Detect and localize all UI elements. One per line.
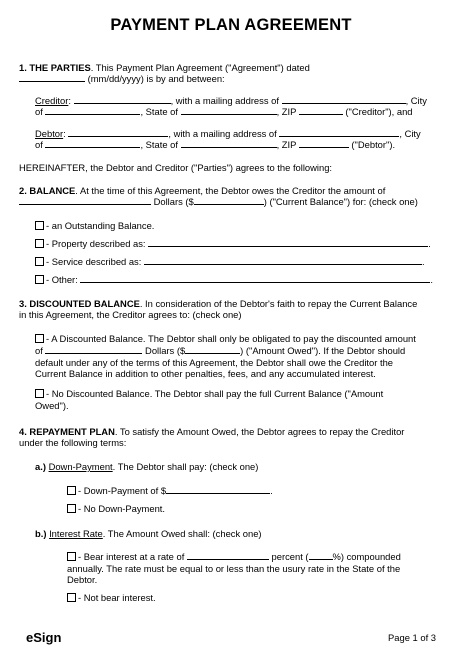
debtor-address-field[interactable] (279, 128, 399, 137)
balance-option-outstanding: - an Outstanding Balance. (35, 220, 154, 231)
interest-rate-words-field[interactable] (187, 551, 269, 560)
creditor-state-field[interactable] (181, 106, 277, 115)
balance-amount-field[interactable] (194, 196, 264, 205)
no-interest-checkbox[interactable] (67, 593, 76, 602)
down-payment-amount-field[interactable] (166, 485, 270, 494)
discounted-option-2-line-2: Owed"). (35, 400, 69, 411)
discounted-option-1-line-1: - A Discounted Balance. The Debtor shall only be obligated to pay the discounted amount (35, 333, 416, 344)
debtor-state-field[interactable] (181, 139, 277, 148)
balance-line-2: Dollars ($ ) ("Current Balance") for: (check one) (19, 196, 418, 207)
hereinafter-text: HEREINAFTER, the Debtor and Creditor ("Parties") agrees to the following: (19, 162, 333, 173)
creditor-name-field[interactable] (74, 95, 171, 104)
no-down-payment-checkbox[interactable] (67, 504, 76, 513)
document-title: PAYMENT PLAN AGREEMENT (110, 16, 352, 34)
property-description-field[interactable] (148, 238, 428, 247)
debtor-label: Debtor (35, 128, 64, 139)
balance-amount-words-field[interactable] (19, 196, 151, 205)
balance-line-1: 2. BALANCE. At the time of this Agreement, the Debtor owes the Creditor the amount of (19, 185, 386, 196)
balance-heading: 2. BALANCE (19, 185, 76, 196)
creditor-address-field[interactable] (282, 95, 406, 104)
repayment-line-2: under the following terms: (19, 437, 127, 448)
discounted-option-1-line-2: of Dollars ($ ) ("Amount Owed"). If the Debtor should (35, 345, 406, 356)
interest-option-2: - Not bear interest. (67, 592, 156, 603)
discounted-amount-field[interactable] (185, 345, 240, 354)
parties-heading: 1. THE PARTIES (19, 62, 91, 73)
down-payment-checkbox[interactable] (67, 486, 76, 495)
debtor-zip-field[interactable] (299, 139, 349, 148)
parties-line-1: 1. THE PARTIES. This Payment Plan Agreement ("Agreement") dated (19, 62, 310, 73)
discounted-line-2: in this Agreement, the Creditor agrees to: (check one) (19, 309, 242, 320)
esign-logo: eSign (26, 630, 62, 645)
down-payment-title: Down-Payment (48, 461, 113, 472)
debtor-line-2: of , State of , ZIP ("Debtor"). (35, 139, 396, 150)
creditor-line-2: of , State of , ZIP ("Creditor"), and (35, 106, 413, 117)
down-payment-option-2: - No Down-Payment. (67, 503, 165, 514)
balance-option-property: - Property described as: . (35, 238, 431, 249)
debtor-name-field[interactable] (68, 128, 168, 137)
service-checkbox[interactable] (35, 257, 44, 266)
creditor-line-1: Creditor: , with a mailing address of , City (35, 95, 427, 106)
creditor-city-field[interactable] (45, 106, 140, 115)
bear-interest-checkbox[interactable] (67, 552, 76, 561)
interest-option-1-line-3: Debtor. (67, 574, 98, 585)
interest-rate-title: Interest Rate (49, 528, 103, 539)
repayment-line-1: 4. REPAYMENT PLAN. To satisfy the Amount Owed, the Debtor agrees to repay the Creditor (19, 426, 405, 437)
balance-option-other: - Other: . (35, 274, 433, 285)
interest-rate-field[interactable] (309, 551, 333, 560)
discounted-line-1: 3. DISCOUNTED BALANCE. In consideration of the Debtor's faith to repay the Current Balance (19, 298, 418, 309)
discounted-option-1-line-4: Current Balance in addition to other penalties, fees, and any accumulated interest. (35, 368, 376, 379)
agreement-date-field[interactable] (19, 73, 85, 82)
discounted-heading: 3. DISCOUNTED BALANCE (19, 298, 140, 309)
down-payment-option-1: - Down-Payment of $ . (67, 485, 273, 496)
discounted-option-1-line-3: default under any of the terms of this Agreement, the Debtor shall owe the Creditor the (35, 357, 394, 368)
no-discounted-balance-checkbox[interactable] (35, 389, 44, 398)
debtor-city-field[interactable] (45, 139, 140, 148)
down-payment-heading: a.) Down-Payment. The Debtor shall pay: (check one) (35, 461, 259, 472)
balance-option-service: - Service described as: . (35, 256, 425, 267)
other-checkbox[interactable] (35, 275, 44, 284)
discounted-balance-checkbox[interactable] (35, 334, 44, 343)
creditor-label: Creditor (35, 95, 69, 106)
parties-line-2: (mm/dd/yyyy) is by and between: (19, 73, 225, 84)
service-description-field[interactable] (144, 256, 422, 265)
debtor-line-1: Debtor: , with a mailing address of , City (35, 128, 421, 139)
interest-option-1-line-1: - Bear interest at a rate of percent ( %) compounded (67, 551, 401, 562)
other-description-field[interactable] (80, 274, 430, 283)
interest-option-1-line-2: annually. The rate must be equal to or less than the usury rate in the State of the (67, 563, 401, 574)
page-number: Page 1 of 3 (388, 632, 436, 643)
repayment-heading: 4. REPAYMENT PLAN (19, 426, 115, 437)
interest-rate-heading: b.) Interest Rate. The Amount Owed shall: (check one) (35, 528, 262, 539)
discounted-amount-words-field[interactable] (45, 345, 142, 354)
property-checkbox[interactable] (35, 239, 44, 248)
outstanding-balance-checkbox[interactable] (35, 221, 44, 230)
discounted-option-2-line-1: - No Discounted Balance. The Debtor shall pay the full Current Balance ("Amount (35, 388, 383, 399)
creditor-zip-field[interactable] (299, 106, 343, 115)
